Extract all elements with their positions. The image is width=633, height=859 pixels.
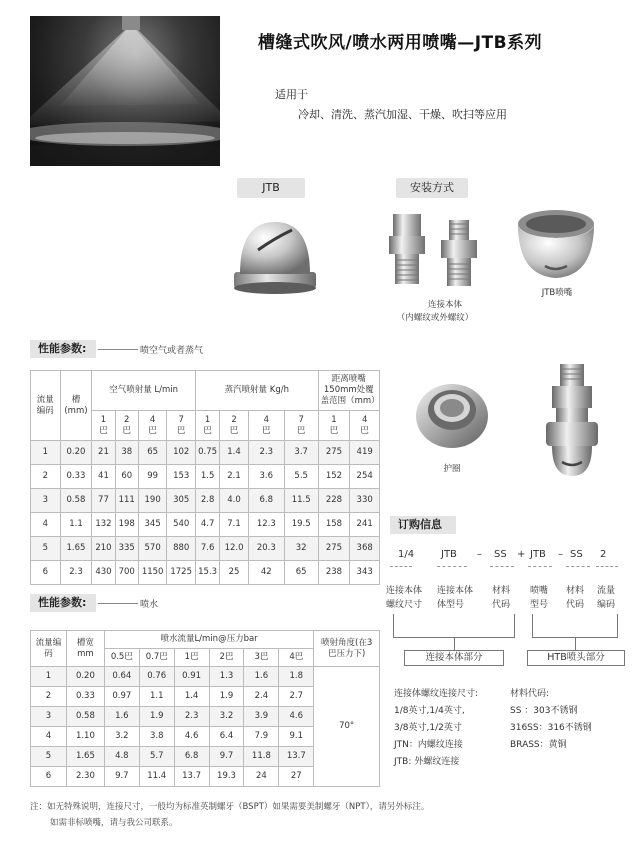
pressure-head: 0.7巴 xyxy=(139,649,174,667)
table-cell: 880 xyxy=(167,537,196,561)
desc-size xyxy=(386,584,422,612)
pressure-head xyxy=(220,411,249,441)
desc-flow-2: 编码 xyxy=(597,600,616,610)
pressure-head xyxy=(138,411,167,441)
table-cell: 1.9 xyxy=(209,687,244,707)
table-cell: 1 xyxy=(31,667,67,687)
air-steam-table xyxy=(30,370,380,585)
jtb-nozzle-head-icon xyxy=(515,206,597,285)
table-cell: 99 xyxy=(138,465,167,489)
table-cell: 198 xyxy=(115,513,138,537)
table-cell: 570 xyxy=(138,537,167,561)
code-dash-1: – xyxy=(477,549,482,560)
table-cell: 6.8 xyxy=(174,747,209,767)
table-cell: 238 xyxy=(318,561,350,585)
perf-line-air xyxy=(98,349,138,350)
code-mat-1: SS xyxy=(494,549,507,560)
table-cell: 330 xyxy=(350,489,380,513)
table-cell: 1.4 xyxy=(174,687,209,707)
table-cell: 3 xyxy=(31,707,67,727)
table-cell: 41 xyxy=(92,465,115,489)
table-cell: 5 xyxy=(31,747,67,767)
table-cell: 11.5 xyxy=(284,489,318,513)
table-cell: 1.65 xyxy=(60,537,92,561)
table-cell: 32 xyxy=(284,537,318,561)
pressure-unit: 巴 xyxy=(229,425,239,436)
table-cell: 210 xyxy=(92,537,115,561)
code-underline-5 xyxy=(566,566,590,567)
spray-photo xyxy=(30,16,220,166)
code-mat-2: SS xyxy=(570,549,583,560)
connector-body-female-icon xyxy=(385,212,429,293)
table-cell: 335 xyxy=(115,537,138,561)
table-cell: 12.0 xyxy=(220,537,249,561)
table-cell: 152 xyxy=(318,465,350,489)
footnote-2: 如需非标喷嘴，请与我公司联系。 xyxy=(50,818,178,828)
desc-flow xyxy=(597,584,615,612)
w-col-slot-unit: mm xyxy=(77,648,94,659)
table-cell: 6.4 xyxy=(209,727,244,747)
table-cell: 540 xyxy=(167,513,196,537)
material-title: 材料代码: xyxy=(510,689,550,699)
pressure-head xyxy=(115,411,138,441)
code-underline-6 xyxy=(596,566,618,567)
table-cell: 9.1 xyxy=(279,727,314,747)
table-cell: 1.9 xyxy=(139,707,174,727)
desc-body xyxy=(437,584,473,612)
desc-flow-1: 流量 xyxy=(597,586,616,596)
table-cell: 2 xyxy=(31,687,67,707)
table-cell: 1.3 xyxy=(209,667,244,687)
desc-nozzle-2: 型号 xyxy=(530,600,549,610)
table-cell: 1.6 xyxy=(104,707,139,727)
col-steam: 蒸汽喷射量 Kg/h xyxy=(195,371,318,411)
table-cell: 65 xyxy=(284,561,318,585)
guard-caption: 护圈 xyxy=(443,464,461,474)
material-line-3: BRASS：黄铜 xyxy=(510,740,567,750)
bracket-body-stem xyxy=(454,638,455,650)
code-underline-1 xyxy=(390,566,412,567)
table-row xyxy=(31,441,380,465)
pressure-head xyxy=(195,411,219,441)
table-cell: 0.58 xyxy=(66,707,104,727)
col-slot-label: 槽 xyxy=(71,394,81,405)
code-underline-2 xyxy=(437,566,467,567)
table-cell: 1.10 xyxy=(66,727,104,747)
code-body: JTB xyxy=(441,549,457,560)
table-cell: 3.2 xyxy=(209,707,244,727)
page-title: 槽缝式吹风/喷水两用喷嘴—JTB系列 xyxy=(258,33,543,53)
table-cell: 24 xyxy=(244,767,279,787)
table-cell: 1.1 xyxy=(60,513,92,537)
jtb-label: JTB xyxy=(237,178,305,198)
table-cell: 77 xyxy=(92,489,115,513)
install-label: 安装方式 xyxy=(396,178,468,198)
col-air: 空气喷射量 L/min xyxy=(92,371,196,411)
col-slot xyxy=(60,371,92,441)
body-caption-1: 连接本体 xyxy=(427,300,462,310)
table-cell: 13.7 xyxy=(279,747,314,767)
table-cell: 2.7 xyxy=(279,687,314,707)
table-cell: 1725 xyxy=(167,561,196,585)
table-cell: 1.4 xyxy=(220,441,249,465)
desc-size-2: 螺纹尺寸 xyxy=(386,600,423,610)
table-cell: 13.7 xyxy=(174,767,209,787)
table-cell: 5 xyxy=(31,537,61,561)
perf-note-water: 喷水 xyxy=(140,600,159,610)
pressure-value: 1 xyxy=(100,414,107,425)
thread-title: 连接体螺纹连接尺寸: xyxy=(394,689,479,699)
table-cell: 1.65 xyxy=(66,747,104,767)
desc-mat-1 xyxy=(492,584,510,612)
apply-text: 冷却、清洗、蒸汽加湿、干燥、吹扫等应用 xyxy=(298,108,507,121)
table-cell: 6.8 xyxy=(248,489,284,513)
table-cell: 9.7 xyxy=(209,747,244,767)
pressure-value: 7 xyxy=(298,414,304,425)
table-cell: 27 xyxy=(279,767,314,787)
col-dist: 距离喷嘴150mm处覆盖范围（mm） xyxy=(318,371,379,411)
table-cell: 20.3 xyxy=(248,537,284,561)
w-col-angle: 喷射角度(在3巴压力下) xyxy=(314,631,380,667)
table-cell: 1.8 xyxy=(279,667,314,687)
apply-label: 适用于 xyxy=(275,88,308,101)
nozzle-caption: JTB喷嘴 xyxy=(541,288,573,298)
box-htb: HTB喷头部分 xyxy=(527,650,625,666)
table-cell: 368 xyxy=(350,537,380,561)
pressure-value: 7 xyxy=(178,414,184,425)
table-cell: 21 xyxy=(92,441,115,465)
material-line-2: 316SS：316不锈钢 xyxy=(510,723,592,733)
table-cell: 2.30 xyxy=(66,767,104,787)
code-flow: 2 xyxy=(600,549,607,560)
table-cell: 7.1 xyxy=(220,513,249,537)
table-cell: 65 xyxy=(138,441,167,465)
order-label: 订购信息 xyxy=(390,516,456,534)
table-cell: 0.20 xyxy=(60,441,92,465)
table-cell: 111 xyxy=(115,489,138,513)
bracket-htb-stem xyxy=(575,638,576,650)
w-col-slot-label: 槽宽 xyxy=(76,637,94,648)
w-col-code: 流量编码 xyxy=(31,631,67,667)
desc-nozzle-1: 喷嘴 xyxy=(530,586,549,596)
pressure-value: 2 xyxy=(231,414,237,425)
table-cell: 3.7 xyxy=(284,441,318,465)
col-code: 流量编码 xyxy=(31,371,61,441)
table-cell: 12.3 xyxy=(248,513,284,537)
table-cell: 275 xyxy=(318,441,350,465)
pressure-head xyxy=(284,411,318,441)
table-cell: 2.1 xyxy=(220,465,249,489)
table-cell: 0.33 xyxy=(60,465,92,489)
pressure-head xyxy=(318,411,350,441)
thread-line-2: 3/8英寸,1/2英寸 xyxy=(394,723,462,733)
table-cell: 7.9 xyxy=(244,727,279,747)
table-cell: 19.5 xyxy=(284,513,318,537)
table-cell: 2.3 xyxy=(174,707,209,727)
pressure-unit: 巴 xyxy=(122,425,131,436)
table-cell: 153 xyxy=(167,465,196,489)
code-underline-3 xyxy=(490,566,514,567)
table-cell: 430 xyxy=(92,561,115,585)
code-nozzle: JTB xyxy=(530,549,546,560)
table-cell: 25 xyxy=(220,561,249,585)
body-caption-2: （内螺纹或外螺纹） xyxy=(396,313,474,323)
pressure-value: 1 xyxy=(204,414,211,425)
pressure-unit: 巴 xyxy=(99,425,108,436)
desc-mat-1b: 代码 xyxy=(492,600,511,610)
thread-info xyxy=(394,686,478,771)
code-underline-4 xyxy=(528,566,552,567)
table-cell: 2 xyxy=(31,465,61,489)
table-cell: 2.3 xyxy=(60,561,92,585)
table-cell: 1.6 xyxy=(244,667,279,687)
pressure-head xyxy=(350,411,380,441)
table-cell: 3.9 xyxy=(244,707,279,727)
desc-mat-1a: 材料 xyxy=(492,586,511,596)
table-cell: 1.5 xyxy=(195,465,219,489)
table-cell: 2.8 xyxy=(195,489,219,513)
table-cell: 132 xyxy=(92,513,115,537)
perf-label-water: 性能参数: xyxy=(30,594,96,612)
pressure-unit: 巴 xyxy=(148,425,157,436)
desc-mat-2a: 材料 xyxy=(566,586,585,596)
pressure-head xyxy=(248,411,284,441)
footnote-1: 注：如无特殊说明，连接尺寸，一般均为标准英制螺牙（BSPT）如果需要美制螺牙（NPT），请另外标注。 xyxy=(30,802,430,812)
table-cell: 1.1 xyxy=(139,687,174,707)
water-table xyxy=(30,630,380,787)
table-cell: 3 xyxy=(31,489,61,513)
box-body: 连接本体部分 xyxy=(404,650,504,666)
material-info xyxy=(510,686,592,754)
thread-line-4: JTB: 外螺纹连接 xyxy=(394,757,460,767)
table-cell: 343 xyxy=(350,561,380,585)
table-cell: 2.4 xyxy=(244,687,279,707)
table-row xyxy=(31,465,380,489)
table-cell: 4.6 xyxy=(279,707,314,727)
assembled-nozzle-icon xyxy=(540,362,604,483)
code-plus: + xyxy=(517,549,526,560)
table-cell: 6 xyxy=(31,767,67,787)
table-row xyxy=(31,537,380,561)
w-col-flow: 喷水流量L/min@压力bar xyxy=(104,631,313,649)
table-cell: 0.76 xyxy=(139,667,174,687)
pressure-head: 1巴 xyxy=(174,649,209,667)
table-cell: 0.58 xyxy=(60,489,92,513)
table-cell: 5.7 xyxy=(139,747,174,767)
angle-cell: 70° xyxy=(314,667,380,787)
table-cell: 190 xyxy=(138,489,167,513)
table-cell: 1 xyxy=(31,441,61,465)
perf-line-water xyxy=(98,603,138,604)
bracket-htb xyxy=(532,614,618,638)
table-cell: 0.64 xyxy=(104,667,139,687)
table-row xyxy=(31,513,380,537)
table-cell: 305 xyxy=(167,489,196,513)
thread-line-3: JTN：内螺纹连接 xyxy=(394,740,463,750)
pressure-value: 4 xyxy=(361,414,368,425)
pressure-unit: 巴 xyxy=(329,425,339,436)
table-cell: 60 xyxy=(115,465,138,489)
desc-mat-2b: 代码 xyxy=(566,600,585,610)
table-cell: 0.75 xyxy=(195,441,219,465)
pressure-head: 4巴 xyxy=(279,649,314,667)
pressure-head: 2巴 xyxy=(209,649,244,667)
w-col-slot xyxy=(66,631,104,667)
table-cell: 7.6 xyxy=(195,537,219,561)
table-cell: 0.91 xyxy=(174,667,209,687)
table-cell: 2.3 xyxy=(248,441,284,465)
perf-label-air: 性能参数: xyxy=(30,340,96,358)
table-cell: 102 xyxy=(167,441,196,465)
table-cell: 3.2 xyxy=(104,727,139,747)
table-row xyxy=(31,667,380,687)
table-cell: 15.3 xyxy=(195,561,219,585)
table-cell: 419 xyxy=(350,441,380,465)
col-slot-unit: (mm) xyxy=(64,405,88,416)
table-cell: 4 xyxy=(31,513,61,537)
pressure-head: 3巴 xyxy=(244,649,279,667)
table-cell: 19.3 xyxy=(209,767,244,787)
table-row xyxy=(31,561,380,585)
material-line-1: SS ：303不锈钢 xyxy=(510,706,578,716)
desc-size-1: 连接本体 xyxy=(386,586,423,596)
pressure-unit: 巴 xyxy=(262,425,271,436)
jtb-nozzle-dome-icon xyxy=(230,216,320,301)
table-cell: 4.6 xyxy=(174,727,209,747)
pressure-unit: 巴 xyxy=(203,425,212,436)
table-row xyxy=(31,489,380,513)
desc-nozzle xyxy=(530,584,548,612)
bracket-body xyxy=(393,614,515,638)
table-cell: 345 xyxy=(138,513,167,537)
table-cell: 1150 xyxy=(138,561,167,585)
code-size: 1/4 xyxy=(398,549,415,560)
table-cell: 4.7 xyxy=(195,513,219,537)
pressure-value: 1 xyxy=(331,414,337,425)
pressure-value: 4 xyxy=(263,414,269,425)
pressure-head: 0.5巴 xyxy=(104,649,139,667)
pressure-unit: 巴 xyxy=(176,425,186,436)
table-cell: 228 xyxy=(318,489,350,513)
pressure-unit: 巴 xyxy=(296,425,306,436)
table-cell: 38 xyxy=(115,441,138,465)
table-cell: 9.7 xyxy=(104,767,139,787)
code-dash-2: – xyxy=(558,549,563,560)
perf-note-air: 喷空气或者蒸气 xyxy=(140,346,204,356)
table-cell: 3.8 xyxy=(139,727,174,747)
table-cell: 275 xyxy=(318,537,350,561)
table-cell: 241 xyxy=(350,513,380,537)
table-cell: 11.8 xyxy=(244,747,279,767)
pressure-head xyxy=(167,411,196,441)
desc-mat-2 xyxy=(566,584,584,612)
desc-body-1: 连接本体 xyxy=(437,586,474,596)
table-cell: 4.8 xyxy=(104,747,139,767)
desc-body-2: 体型号 xyxy=(437,600,465,610)
connector-body-male-icon xyxy=(437,218,481,293)
pressure-value: 2 xyxy=(124,414,130,425)
table-cell: 254 xyxy=(350,465,380,489)
table-cell: 11.4 xyxy=(139,767,174,787)
table-cell: 4.0 xyxy=(220,489,249,513)
table-cell: 42 xyxy=(248,561,284,585)
table-cell: 3.6 xyxy=(248,465,284,489)
guard-ring-icon xyxy=(412,376,492,455)
table-cell: 0.97 xyxy=(104,687,139,707)
table-cell: 6 xyxy=(31,561,61,585)
thread-line-1: 1/8英寸,1/4英寸, xyxy=(394,706,465,716)
table-cell: 700 xyxy=(115,561,138,585)
table-cell: 158 xyxy=(318,513,350,537)
table-cell: 0.33 xyxy=(66,687,104,707)
pressure-value: 4 xyxy=(149,414,156,425)
pressure-head xyxy=(92,411,115,441)
pressure-unit: 巴 xyxy=(360,425,369,436)
table-cell: 4 xyxy=(31,727,67,747)
table-cell: 5.5 xyxy=(284,465,318,489)
table-cell: 0.20 xyxy=(66,667,104,687)
